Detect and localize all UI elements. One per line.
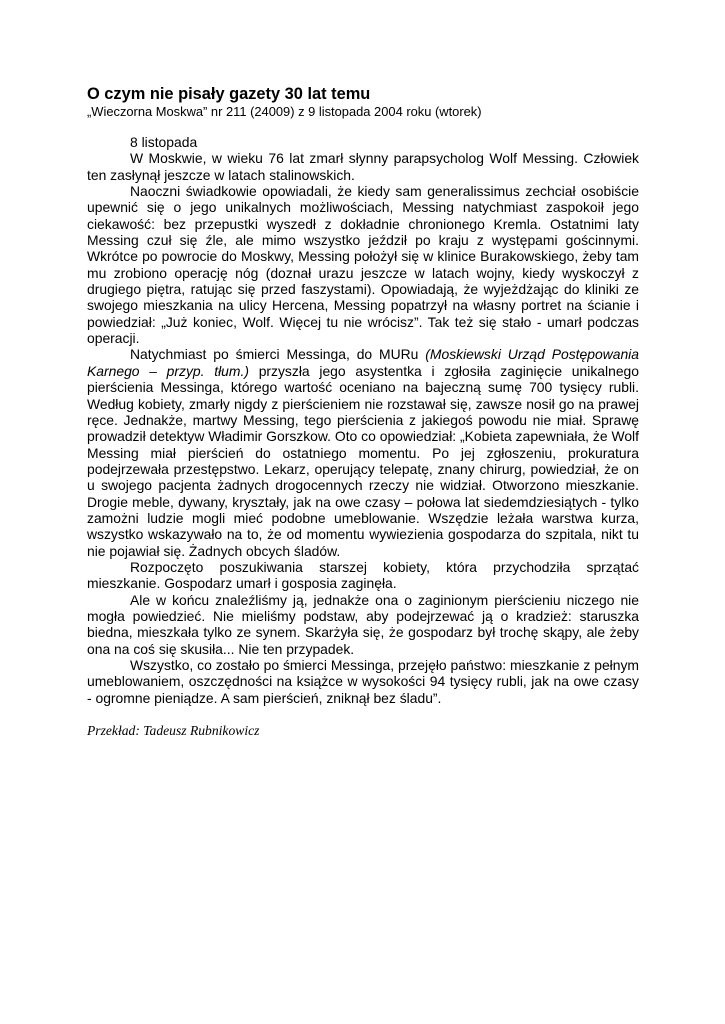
paragraph-3 <box>87 346 639 558</box>
paragraph-3-start: Natychmiast po śmierci Messinga, do MURu <box>130 346 426 363</box>
paragraph-3-end: przyszła jego asystentka i zgłosiła zaginięcie unikalnego pierścienia Messinga, którego wartość oceniano na bajeczną sumę 700 tysięcy rubli. Według kobiety, zmarły nigdy z pierścieniem nie rozstawał się, zawsze nosił go na prawej ręce. Jednakże, martwy Messing, tego pierścienia z jakiegoś powodu nie miał. Sprawę prowadził detektyw Władimir Gorszkow. Oto co opowiedział: „Kobieta zapewniała, że Wolf Messing miał pierścień do ostatniego momentu. Po jej zgłoszeniu, prokuratura podejrzewała przestępstwo. Lekarz, operujący telepatę, znany chirurg, powiedział, że on u swojego pacjenta żadnych drogocennych rzeczy nie widział. Otworzono mieszkanie. Drogie meble, dywany, kryształy, jak na owe czasy – połowa lat siedemdziesiątych - tylko zamożni ludzie mogli mieć podobne umeblowanie. Wszędzie leżała warstwa kurza, wszystko wskazywało na to, że od momentu wywiezienia gospodarza do szpitala, nikt tu nie pojawiał się. Żadnych obcych śladów. <box>87 362 639 559</box>
article-body <box>87 134 639 706</box>
document-page <box>87 85 639 739</box>
translator-note: (Moskiewski Urząd Postępowania Karnego – przyp. tłum.) <box>87 346 639 379</box>
paragraph-5: Ale w końcu znaleźliśmy ją, jednakże ona o zaginionym pierścieniu niczego nie mogła powiedzieć. Nie mieliśmy podstaw, aby podejrzewać ją o kradzież: staruszka biedna, mieszkała tylko ze synem. Skarżyła się, że gospodarz był trochę skąpy, ale żeby ona na coś się skusiła... Nie ten przypadek. <box>87 591 639 657</box>
translator-credit: Przekład: Tadeusz Rubnikowicz <box>87 723 260 739</box>
paragraph-6: Wszystko, co zostało po śmierci Messinga, przejęło państwo: mieszkanie z pełnym umeblowaniem, oszczędności na książce w wysokości 94 tysięcy rubli, jak na owe czasy - ogromne pieniądze. A sam pierścień, zniknął bez śladu”. <box>87 657 639 706</box>
paragraph-1: W Moskwie, w wieku 76 lat zmarł słynny parapsycholog Wolf Messing. Człowiek ten zasłynął jeszcze w latach stalinowskich. <box>87 150 639 183</box>
article-date: 8 listopada <box>130 134 198 150</box>
article-title: O czym nie pisały gazety 30 lat temu <box>87 85 371 103</box>
article-source: „Wieczorna Moskwa” nr 211 (24009) z 9 listopada 2004 roku (wtorek) <box>87 104 482 119</box>
paragraph-4: Rozpoczęto poszukiwania starszej kobiety, która przychodziła sprzątać mieszkanie. Gospodarz umarł i gosposia zaginęła. <box>87 558 639 592</box>
paragraph-2: Naoczni świadkowie opowiadali, że kiedy sam generalissimus zechciał osobiście upewnić się o jego unikalnych możliwościach, Messing natychmiast zaspokoił jego ciekawość: bez przepustki wyszedł z dokładnie chronionego Kremla. Ostatnimi laty Messing czuł się źle, ale mimo wszystko jeździł po kraju z występami gościnnymi. Wkrótce po powrocie do Moskwy, Messing położył się w klinice Burakowskiego, żeby tam mu zrobiono operację nóg (doznał urazu jeszcze w latach wojny, kiedy wyskoczył z drugiego piętra, ratując się przed faszystami). Opowiadają, że wyjeżdżając do kliniki ze swojego mieszkania na ulicy Hercena, Messing popatrzył na własny portret na ścianie i powiedział: „Już koniec, Wolf. Więcej tu nie wrócisz”. Tak też się stało - umarł podczas operacji. <box>87 183 639 347</box>
